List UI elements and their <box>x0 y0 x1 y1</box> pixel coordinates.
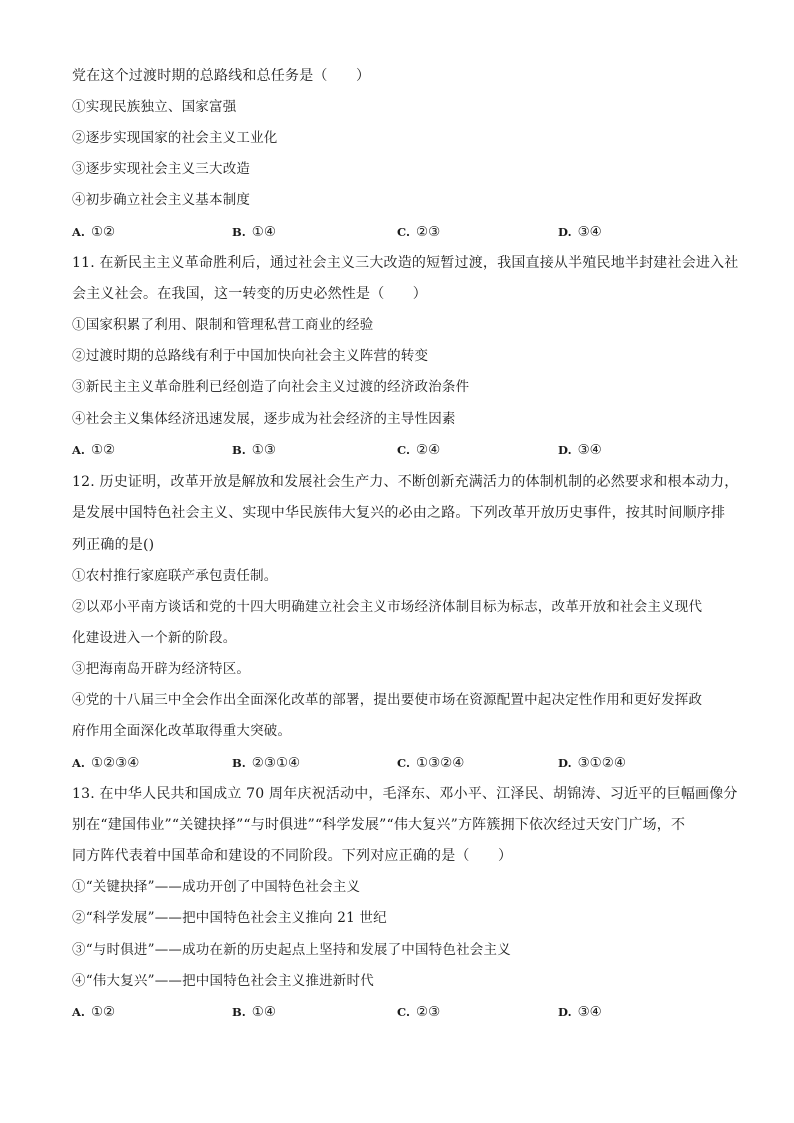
q10-choices <box>72 222 732 242</box>
q12-choice-b[interactable]: B. ②③①④ <box>232 755 301 771</box>
q12-choice-a[interactable]: A. ①②③④ <box>72 755 140 771</box>
q10-choice-a[interactable]: A. ①② <box>72 224 116 240</box>
q12-option-3: ③把海南岛开辟为经济特区。 <box>72 661 251 677</box>
q10-option-2: ②逐步实现国家的社会主义工业化 <box>72 130 278 146</box>
q11-choice-c[interactable]: C. ②④ <box>397 442 441 458</box>
q11-stem-line-2: 会主义社会。在我国，这一转变的历史必然性是（ ） <box>72 286 427 302</box>
q11-option-3: ③新民主主义革命胜利已经创造了向社会主义过渡的经济政治条件 <box>72 379 470 395</box>
q13-choice-b[interactable]: B. ①④ <box>232 1004 276 1020</box>
q10-option-4: ④初步确立社会主义基本制度 <box>72 192 251 208</box>
q13-stem-line-3: 同方阵代表着中国革命和建设的不同阶段。下列对应正确的是（ ） <box>72 848 513 864</box>
q13-option-1: ①“关键抉择”——成功开创了中国特色社会主义 <box>72 879 361 895</box>
q13-choice-c[interactable]: C. ②③ <box>397 1004 441 1020</box>
q11-choices <box>72 440 732 460</box>
q12-option-2-line-2: 化建设进入一个新的阶段。 <box>72 630 237 646</box>
q11-option-2: ②过渡时期的总路线有利于中国加快向社会主义阵营的转变 <box>72 348 429 364</box>
q12-option-1: ①农村推行家庭联产承包责任制。 <box>72 568 278 584</box>
q12-choice-d[interactable]: D. ③①②④ <box>558 755 626 771</box>
q10-option-1: ①实现民族独立、国家富强 <box>72 99 237 115</box>
q12-stem-line-3: 列正确的是() <box>72 537 155 553</box>
q13-choice-a[interactable]: A. ①② <box>72 1004 116 1020</box>
q11-stem-line-1: 11. 在新民主主义革命胜利后，通过社会主义三大改造的短暂过渡，我国直接从半殖民地半封建社会进入社 <box>72 255 739 271</box>
q13-stem-line-2: 别在“建国伟业”“关键抉择”“与时俱进”“科学发展”“伟大复兴”方阵簇拥下依次经过天安门广场，不 <box>72 817 686 833</box>
q13-option-3: ③“与时俱进”——成功在新的历史起点上坚持和发展了中国特色社会主义 <box>72 942 511 958</box>
q10-option-3: ③逐步实现社会主义三大改造 <box>72 161 251 177</box>
q12-choices <box>72 753 732 773</box>
q13-choice-d[interactable]: D. ③④ <box>558 1004 602 1020</box>
q10-choice-b[interactable]: B. ①④ <box>232 224 276 240</box>
q13-option-4: ④“伟大复兴”——把中国特色社会主义推进新时代 <box>72 973 374 989</box>
q11-choice-a[interactable]: A. ①② <box>72 442 116 458</box>
q11-option-1: ①国家积累了利用、限制和管理私营工商业的经验 <box>72 317 374 333</box>
q13-choices <box>72 1002 732 1022</box>
q12-option-4-line-1: ④党的十八届三中全会作出全面深化改革的部署，提出要使市场在资源配置中起决定性作用和更好发挥政 <box>72 692 703 708</box>
q11-choice-d[interactable]: D. ③④ <box>558 442 602 458</box>
q13-option-2: ②“科学发展”——把中国特色社会主义推向 21 世纪 <box>72 910 387 926</box>
q11-option-4: ④社会主义集体经济迅速发展，逐步成为社会经济的主导性因素 <box>72 411 456 427</box>
q12-stem-line-2: 是发展中国特色社会主义、实现中华民族伟大复兴的必由之路。下列改革开放历史事件，按其时间顺序排 <box>72 505 726 521</box>
q12-stem-line-1: 12. 历史证明，改革开放是解放和发展社会生产力、不断创新充满活力的体制机制的必然要求和根本动力， <box>72 474 739 490</box>
q11-choice-b[interactable]: B. ①③ <box>232 442 276 458</box>
q12-choice-c[interactable]: C. ①③②④ <box>397 755 465 771</box>
q10-choice-c[interactable]: C. ②③ <box>397 224 441 240</box>
q10-stem: 党在这个过渡时期的总路线和总任务是（ ） <box>72 68 371 84</box>
q10-choice-d[interactable]: D. ③④ <box>558 224 602 240</box>
q12-option-4-line-2: 府作用全面深化改革取得重大突破。 <box>72 723 292 739</box>
q12-option-2-line-1: ②以邓小平南方谈话和党的十四大明确建立社会主义市场经济体制目标为标志，改革开放和社会主义现代 <box>72 599 703 615</box>
q13-stem-line-1: 13. 在中华人民共和国成立 70 周年庆祝活动中，毛泽东、邓小平、江泽民、胡锦涛、习近平的巨幅画像分 <box>72 786 738 802</box>
